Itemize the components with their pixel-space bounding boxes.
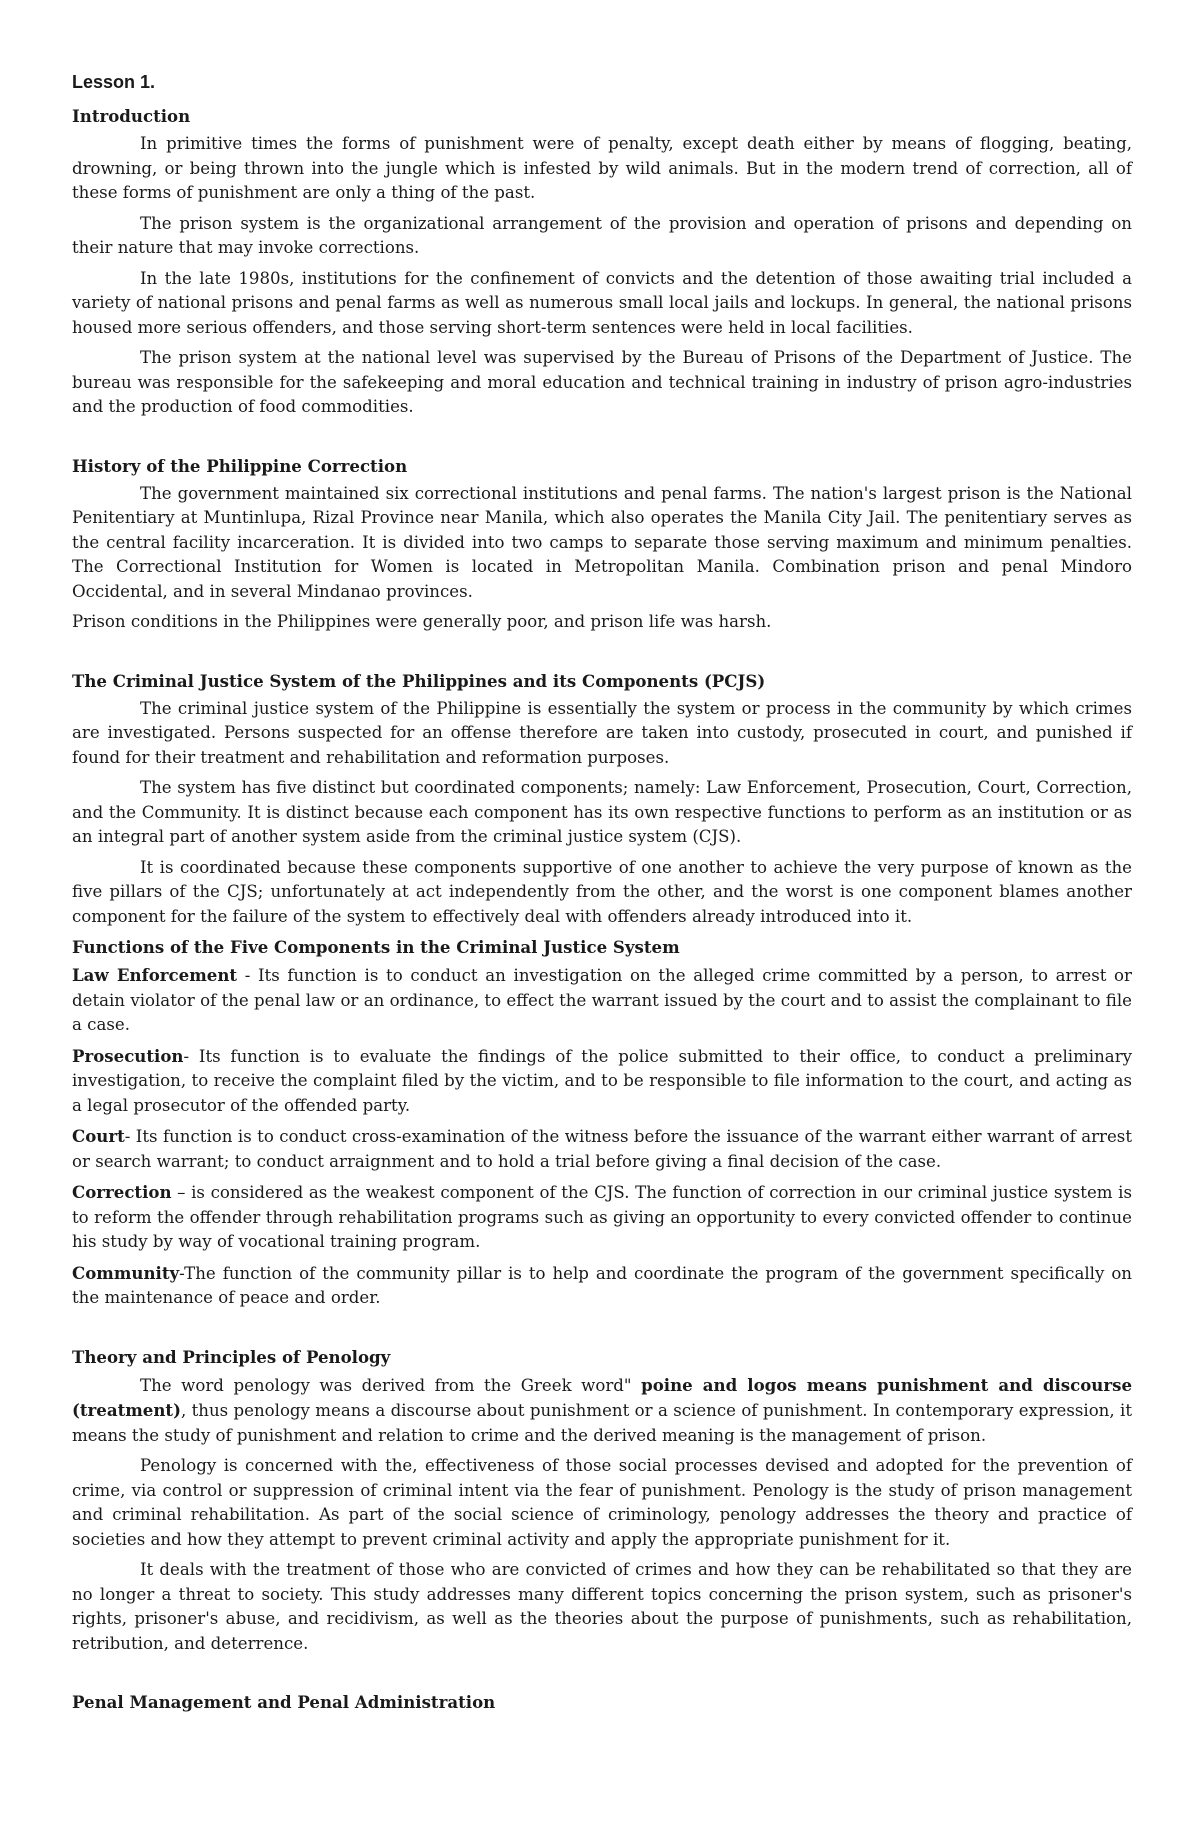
- penology-heading: Theory and Principles of Penology: [72, 1346, 391, 1367]
- penology-section: [72, 1345, 1132, 1657]
- function-item: [72, 1124, 1132, 1174]
- penology-paragraph-2: Penology is concerned with the, effectiveness of those social processes devised and adopted for the prevention of crime, via control or suppression of criminal intent via the fear of punishment. Penology is the study of prison management and criminal rehabilitation. As part of the social science of criminology, penology addresses the theory and practice of societies and how they attempt to prevent criminal activity and apply the appropriate punishment for it.: [72, 1456, 1132, 1549]
- function-term: Community: [72, 1262, 180, 1283]
- penology-paragraph-1: [72, 1373, 1132, 1449]
- section-spacer: [72, 641, 1132, 669]
- cjs-heading: The Criminal Justice System of the Philippines and its Components (PCJS): [72, 670, 766, 691]
- cjs-section: [72, 669, 1132, 930]
- cjs-paragraph-2: The system has five distinct but coordinated components; namely: Law Enforcement, Prosecution, Court, Correction, and the Community. It is distinct because each component has its own respective functions to perform as an institution or as an integral part of another system aside from the criminal justice system (CJS).: [72, 778, 1132, 846]
- penology-p1-text: The word penology was derived from the Greek word": [140, 1375, 642, 1395]
- section-spacer: [72, 426, 1132, 454]
- section-spacer: [72, 1662, 1132, 1690]
- function-text: - Its function is to conduct an investigation on the alleged crime committed by a person, to arrest or detain violator of the penal law or an ordinance, to effect the warrant issued by the court and to assist the complainant to file a case.: [72, 966, 1132, 1034]
- penal-heading: Penal Management and Penal Administration: [72, 1692, 496, 1712]
- penal-section: [72, 1690, 1132, 1714]
- lesson-title: Lesson 1.: [72, 72, 156, 92]
- cjs-paragraph-3: It is coordinated because these components supportive of one another to achieve the very purpose of known as the five pillars of the CJS; unfortunately at act independently from the other, and the worst is one component blames another component for the failure of the system to effectively deal with offenders already introduced into it.: [72, 857, 1132, 926]
- function-text: - Its function is to conduct cross-examination of the witness before the issuance of the warrant either warrant of arrest or search warrant; to conduct arraignment and to hold a trial before giving a final decision of the case.: [72, 1127, 1132, 1171]
- intro-paragraph-4: The prison system at the national level was supervised by the Bureau of Prisons of the Department of Justice. The bureau was responsible for the safekeeping and moral education and technical training in industry of prison agro-industries and the production of food commodities.: [72, 348, 1132, 416]
- document-page: [72, 70, 1132, 1718]
- function-item: [72, 1261, 1132, 1311]
- penology-p1-bold: poine and logos means punishment and discourse (treatment): [72, 1374, 1132, 1420]
- intro-paragraph-3: In the late 1980s, institutions for the confinement of convicts and the detention of those awaiting trial included a variety of national prisons and penal farms as well as numerous small local jails and lockups. In general, the national prisons housed more serious offenders, and those serving short-term sentences were held in local facilities.: [72, 268, 1132, 337]
- history-section: [72, 454, 1132, 635]
- function-term: Correction: [72, 1182, 172, 1202]
- function-text: - Its function is to evaluate the findings of the police submitted to their office, to conduct a preliminary investigation, to receive the complaint filed by the victim, and to be responsible to file information to the court, and acting as a legal prosecutor of the offended party.: [72, 1046, 1132, 1115]
- function-term: Court: [72, 1126, 125, 1146]
- intro-paragraph-2: The prison system is the organizational arrangement of the provision and operation of prisons and depending on their nature that may invoke corrections.: [72, 213, 1132, 257]
- function-term: Law Enforcement: [72, 965, 238, 985]
- intro-paragraph-1: In primitive times the forms of punishment were of penalty, except death either by means of flogging, beating, drowning, or being thrown into the jungle which is infested by wild animals. But in the modern trend of correction, all of these forms of punishment are only a thing of the past.: [72, 134, 1132, 202]
- history-paragraph-1: The government maintained six correctional institutions and penal farms. The nation's largest prison is the National Penitentiary at Muntinlupa, Rizal Province near Manila, which also operates the Manila City Jail. The penitentiary serves as the central facility incarceration. It is divided into two camps to separate those serving maximum and minimum penalties. The Correctional Institution for Women is located in Metropolitan Manila. Combination prison and penal Mindoro Occidental, and in several Mindanao provinces.: [72, 483, 1132, 601]
- introduction-heading: Introduction: [72, 106, 191, 126]
- section-spacer: [72, 1317, 1132, 1345]
- history-heading: History of the Philippine Correction: [72, 455, 408, 476]
- function-item: [72, 963, 1132, 1038]
- function-item: [72, 1180, 1132, 1255]
- cjs-paragraph-1: The criminal justice system of the Philippine is essentially the system or process in the community by which crimes are investigated. Persons suspected for an offense therefore are taken into custody, prosecuted in court, and punished if found for their treatment and rehabilitation and reformation purposes.: [72, 698, 1132, 767]
- penology-paragraph-3: It deals with the treatment of those who are convicted of crimes and how they can be rehabilitated so that they are no longer a threat to society. This study addresses many different topics concerning the prison system, such as prisoner's rights, prisoner's abuse, and recidivism, as well as the theories about the purpose of punishments, such as rehabilitation, retribution, and deterrence.: [72, 1560, 1132, 1653]
- penology-p1-text-end: , thus penology means a discourse about punishment or a science of punishment. In contemporary expression, it means the study of punishment and relation to crime and the derived meaning is the management of prison.: [72, 1401, 1132, 1445]
- functions-section: [72, 935, 1132, 1311]
- introduction-section: [72, 104, 1132, 420]
- function-text: -The function of the community pillar is to help and coordinate the program of the government specifically on the maintenance of peace and order.: [72, 1263, 1132, 1307]
- function-term: Prosecution: [72, 1045, 184, 1066]
- functions-heading: Functions of the Five Components in the Criminal Justice System: [72, 937, 680, 957]
- function-text: – is considered as the weakest component of the CJS. The function of correction in our criminal justice system is to reform the offender through rehabilitation programs such as giving an opportunity to every convicted offender to continue his study by way of vocational training program.: [72, 1183, 1132, 1251]
- history-paragraph-2: Prison conditions in the Philippines were generally poor, and prison life was harsh.: [72, 612, 772, 631]
- function-item: [72, 1044, 1132, 1119]
